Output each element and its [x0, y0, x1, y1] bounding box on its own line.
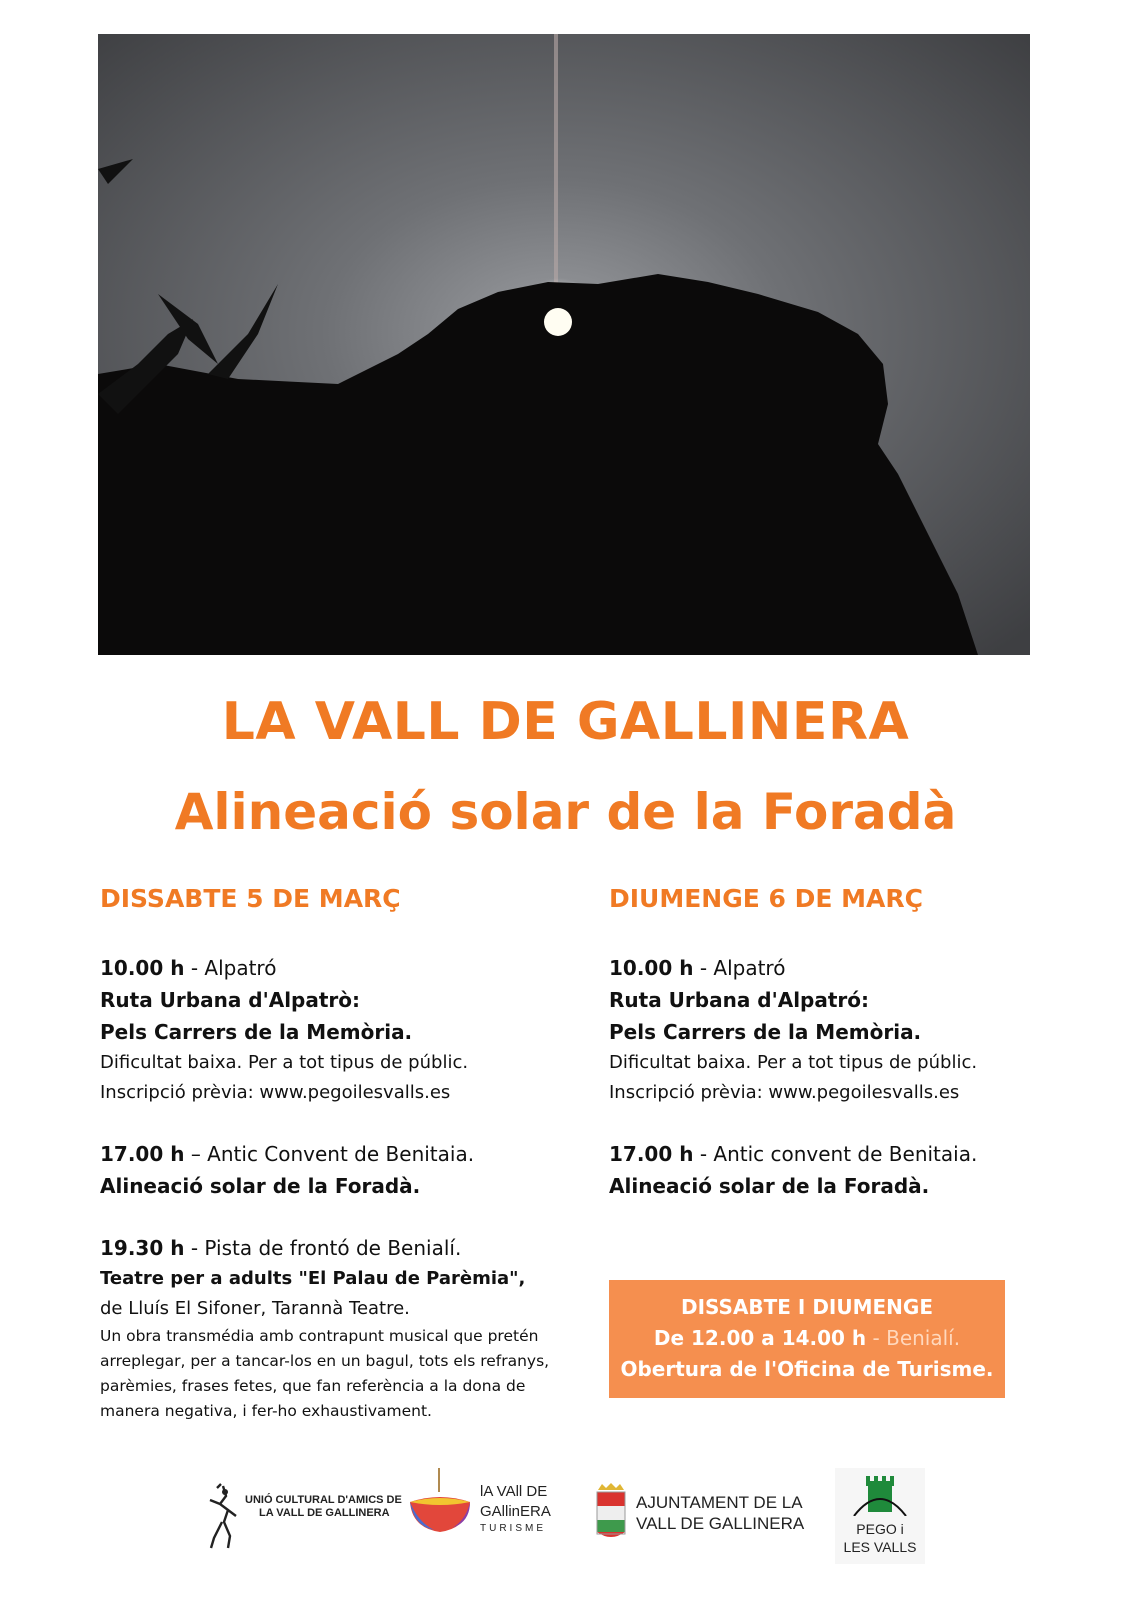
event-time: 17.00 h	[100, 1142, 185, 1166]
event-place: - Pista de frontó de Benialí.	[184, 1236, 462, 1260]
event-time: 19.30 h	[100, 1236, 185, 1260]
sunday-event-2	[609, 1138, 1059, 1202]
castle-tower-icon	[850, 1472, 910, 1516]
event-description: parèmies, frases fetes, que fan referència a la dona de	[100, 1377, 526, 1395]
bowl-icon	[408, 1468, 472, 1538]
event-description: Un obra transmédia amb contrapunt musical que pretén	[100, 1327, 539, 1345]
event-detail: Dificultat baixa. Per a tot tipus de públic.	[609, 1052, 978, 1073]
event-time: 10.00 h	[100, 956, 185, 980]
event-name: Alineació solar de la Foradà.	[609, 1174, 930, 1198]
banner-place: - Benialí.	[866, 1326, 961, 1350]
event-name: Teatre per a adults "El Palau de Parèmia",	[100, 1268, 526, 1289]
event-name: Ruta Urbana d'Alpatró:	[609, 988, 870, 1012]
event-name: Pels Carrers de la Memòria.	[609, 1020, 922, 1044]
event-place: - Alpatró	[693, 956, 786, 980]
saturday-column	[100, 884, 570, 1454]
banner-description: Obertura de l'Oficina de Turisme.	[620, 1357, 994, 1381]
ajuntament-line1: AJUNTAMENT DE LA	[636, 1493, 803, 1512]
page-title: LA VALL DE GALLINERA	[221, 692, 910, 752]
sunday-column	[609, 884, 1059, 1232]
event-detail: Dificultat baixa. Per a tot tipus de públic.	[100, 1052, 469, 1073]
banner-hours: De 12.00 a 14.00 h	[653, 1326, 867, 1350]
pego-line1: PEGO i	[856, 1521, 904, 1537]
turisme-logo	[408, 1460, 568, 1560]
turisme-line2: GAllinERA	[480, 1503, 551, 1520]
ajuntament-logo	[594, 1482, 824, 1552]
unio-line1: UNIÓ CULTURAL D'AMICS DE	[245, 1494, 402, 1506]
turisme-line1: lA VAll DE	[480, 1483, 548, 1500]
pego-logo	[835, 1468, 925, 1564]
event-place: - Alpatró	[184, 956, 277, 980]
tourism-office-banner	[609, 1280, 1005, 1398]
event-time: 10.00 h	[609, 956, 694, 980]
saturday-heading: DISSABTE 5 DE MARÇ	[100, 884, 401, 913]
sunday-event-1	[609, 952, 1059, 1108]
event-time: 17.00 h	[609, 1142, 694, 1166]
sponsor-logos	[0, 1460, 1131, 1570]
event-detail: Inscripció prèvia: www.pegoilesvalls.es	[609, 1082, 960, 1103]
saturday-event-3	[100, 1232, 570, 1424]
event-description: manera negativa, i fer-ho exhaustivament.	[100, 1402, 432, 1420]
event-detail: Inscripció prèvia: www.pegoilesvalls.es	[100, 1082, 451, 1103]
banner-days: DISSABTE I DIUMENGE	[680, 1295, 933, 1319]
page-subtitle: Alineació solar de la Foradà	[174, 783, 957, 841]
event-name: Pels Carrers de la Memòria.	[100, 1020, 413, 1044]
unio-line2: LA VALL DE GALLINERA	[259, 1507, 390, 1519]
coat-of-arms-icon	[594, 1482, 628, 1540]
event-name: Ruta Urbana d'Alpatrò:	[100, 988, 361, 1012]
event-place: - Antic convent de Benitaia.	[693, 1142, 978, 1166]
unio-cultural-logo	[205, 1482, 402, 1552]
event-description: arreplegar, per a tancar-los en un bagul, tots els refranys,	[100, 1352, 550, 1370]
saturday-event-2	[100, 1138, 570, 1202]
ajuntament-line2: VALL DE GALLINERA	[636, 1514, 805, 1533]
event-name: Alineació solar de la Foradà.	[100, 1174, 421, 1198]
saturday-event-1	[100, 952, 570, 1108]
pego-line2: LES VALLS	[843, 1539, 917, 1555]
event-detail: de Lluís El Sifoner, Tarannà Teatre.	[100, 1298, 410, 1319]
event-place: – Antic Convent de Benitaia.	[184, 1142, 475, 1166]
dancer-figure-icon	[205, 1482, 241, 1552]
sunday-heading: DIUMENGE 6 DE MARÇ	[609, 884, 923, 913]
hero-photo	[98, 34, 1030, 655]
turisme-line3: TURISME	[480, 1523, 546, 1534]
